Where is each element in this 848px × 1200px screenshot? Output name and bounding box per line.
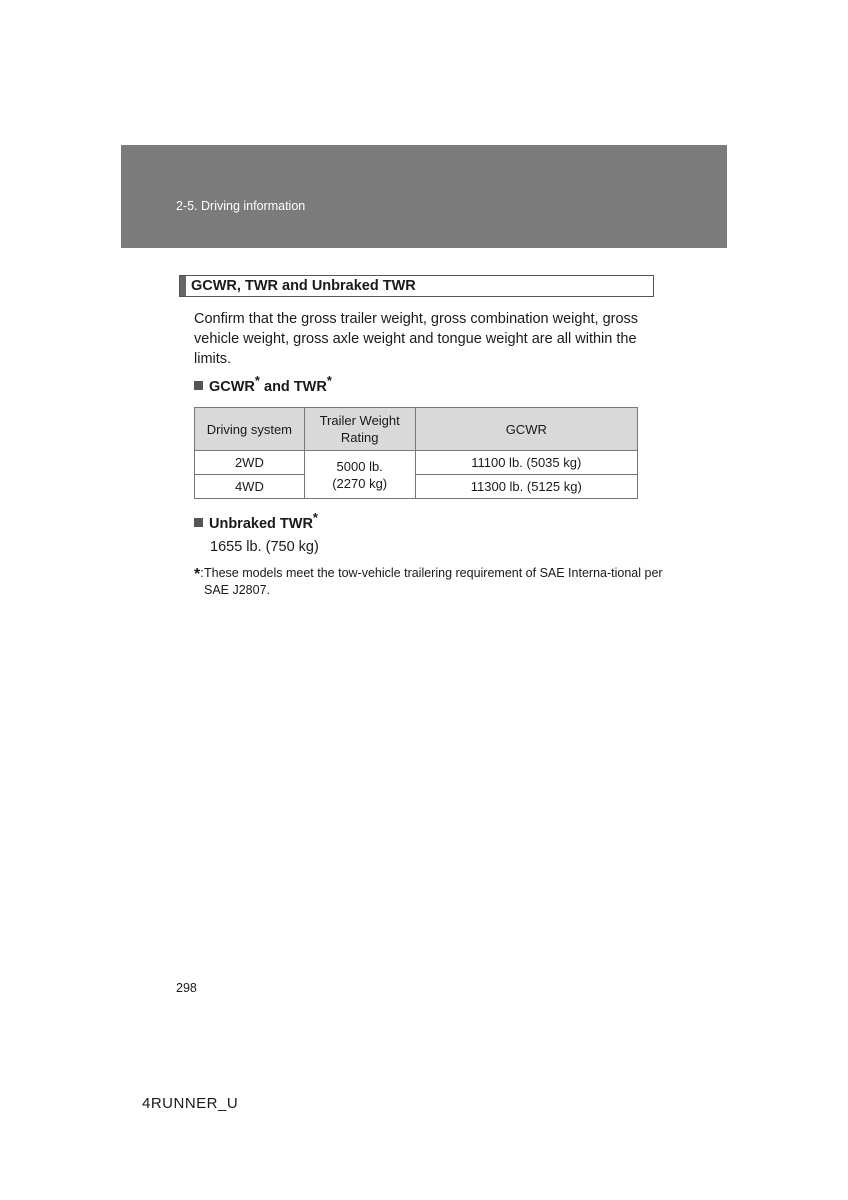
cell-trailer-weight-rating [304,451,415,499]
cell-driving-system: 2WD [195,451,305,475]
cell-gcwr: 11100 lb. (5035 kg) [415,451,637,475]
title-accent-bar [180,276,186,296]
asterisk-mark: * [254,373,260,388]
subheading-unbraked-twr [194,510,318,533]
towing-spec-table [194,407,638,499]
subheading-gcwr-twr [194,373,332,396]
model-code: 4RUNNER_U [142,1095,239,1112]
table-row [195,451,638,475]
cell-gcwr: 11300 lb. (5125 kg) [415,475,637,499]
header-driving-system: Driving system [195,408,305,451]
section-title: GCWR, TWR and Unbraked TWR [191,278,416,294]
footnote-separator: : [200,566,204,580]
square-bullet-icon [194,518,203,527]
unbraked-twr-value: 1655 lb. (750 kg) [210,539,319,555]
header-twr-line2: Rating [340,430,379,445]
section-title-box [179,275,654,297]
square-bullet-icon [194,381,203,390]
cell-driving-system: 4WD [195,475,305,499]
subheading-twr-label: and TWR [259,379,327,395]
page-number: 298 [176,981,197,995]
table-row [195,475,638,499]
asterisk-mark: * [326,373,332,388]
header-gcwr: GCWR [415,408,637,451]
footnote-asterisk: * [194,566,201,583]
twr-value-kg: (2270 kg) [332,475,388,491]
footnote-text: These models meet the tow-vehicle trailering requirement of SAE Interna-tional per SAE J2807. [204,566,663,597]
section-breadcrumb: 2-5. Driving information [176,199,306,213]
footnote-mark [194,565,204,583]
header-twr-line1: Trailer Weight [319,413,400,428]
twr-value-lb: 5000 lb. [336,458,383,474]
chapter-header-band [121,145,727,248]
subheading-unbraked-label: Unbraked TWR [209,516,313,532]
asterisk-mark: * [312,510,318,525]
intro-paragraph: Confirm that the gross trailer weight, gross combination weight, gross vehicle weight, gross axle weight and tongue weight are all within the limits. [194,311,639,367]
subheading-gcwr-label: GCWR [209,379,255,395]
table-header-row [195,408,638,451]
header-trailer-weight-rating [304,408,415,451]
footnote [194,565,664,599]
